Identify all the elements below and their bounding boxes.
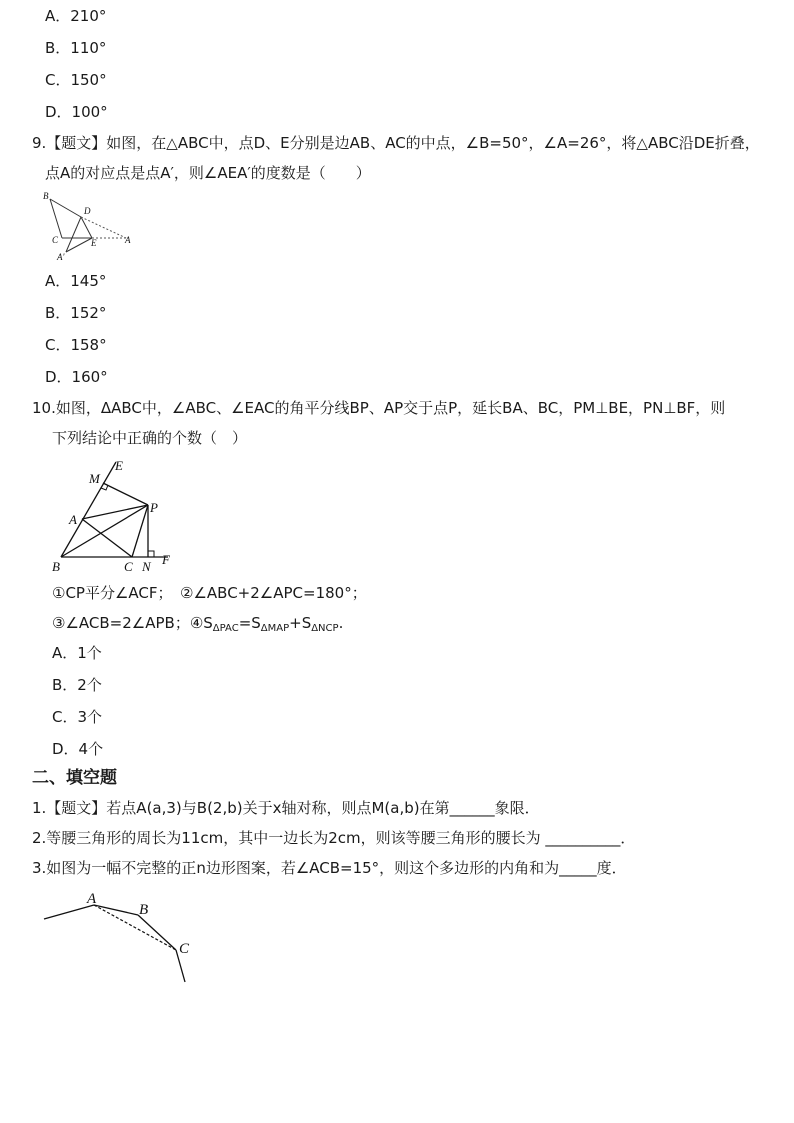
q10-label-c: C [124,559,133,574]
q10-stem-line2: 下列结论中正确的个数（ ） [52,429,248,447]
fill3-figure [40,886,200,986]
q10-conclusion-1-2: ①CP平分∠ACF； ②∠ABC+2∠APC=180°； [52,584,367,602]
q9-option-d: D．160° [45,368,108,386]
q10-label-n: N [142,559,151,574]
q8-option-b: B．110° [45,39,107,57]
q10-subscript-pac: ΔPAC [212,623,239,634]
q9-option-a: A．145° [45,272,107,290]
q10-conclusion-3-4 [52,613,343,639]
q10-label-f: F [162,552,170,567]
q8-option-c: C．150° [45,71,107,89]
q9-stem-line2: 点A的对应点是点A′，则∠AEA′的度数是（ ） [45,164,371,182]
q10-option-d: D．4个 [52,740,104,758]
q10-option-a: A．1个 [52,644,102,662]
q9-label-b: B [43,191,49,201]
q10-label-a: A [69,512,77,527]
q9-stem-line1: 9.【题文】如图，在△ABC中，点D、E分别是边AB、AC的中点，∠B=50°，∠A=26°，将△ABC沿DE折叠， [32,134,760,152]
q9-label-c: C [52,235,59,245]
q10-option-b: B．2个 [52,676,102,694]
q10-label-p: P [150,500,158,515]
q10-option-c: C．3个 [52,708,103,726]
q9-option-b: B．152° [45,304,107,322]
q9-label-e: E [91,238,97,248]
q9-label-a-prime: A' [57,252,65,262]
q10-stem-line1: 10.如图，ΔABC中，∠ABC、∠EAC的角平分线BP、AP交于点P，延长BA、BC，PM⊥BE，PN⊥BF，则 [32,399,726,417]
section-title-fill-in: 二、填空题 [32,768,117,788]
fill-question-1: 1.【题文】若点A(a,3)与B(2,b)关于x轴对称，则点M(a,b)在第______象限． [32,799,540,817]
q10-period: . [338,614,344,632]
q8-option-d: D．100° [45,103,108,121]
fill3-label-a: A [87,891,97,907]
q10-conclusion-3-text: ③∠ACB=2∠APB；④S [52,614,213,632]
q10-subscript-ncp: ΔNCP [311,623,339,634]
fill-question-2: 2.等腰三角形的周长为11cm，其中一边长为2cm，则该等腰三角形的腰长为 __________． [32,829,636,847]
q9-label-d: D [84,206,91,216]
q10-label-e: E [115,458,123,473]
q10-plus-text: +S [289,614,312,632]
fill-question-3: 3.如图为一幅不完整的正n边形图案，若∠ACB=15°，则这个多边形的内角和为_____度． [32,859,627,877]
q10-figure [50,455,180,577]
q10-subscript-map: ΔMAP [260,623,290,634]
fill3-label-b: B [139,902,149,918]
fill3-label-c: C [179,941,190,957]
q9-option-c: C．158° [45,336,107,354]
q8-option-a: A．210° [45,7,107,25]
q10-eq-text: =S [238,614,261,632]
q10-label-b: B [52,559,60,574]
q9-label-a: A [125,235,131,245]
q10-label-m: M [89,471,100,486]
q9-figure [40,190,135,262]
